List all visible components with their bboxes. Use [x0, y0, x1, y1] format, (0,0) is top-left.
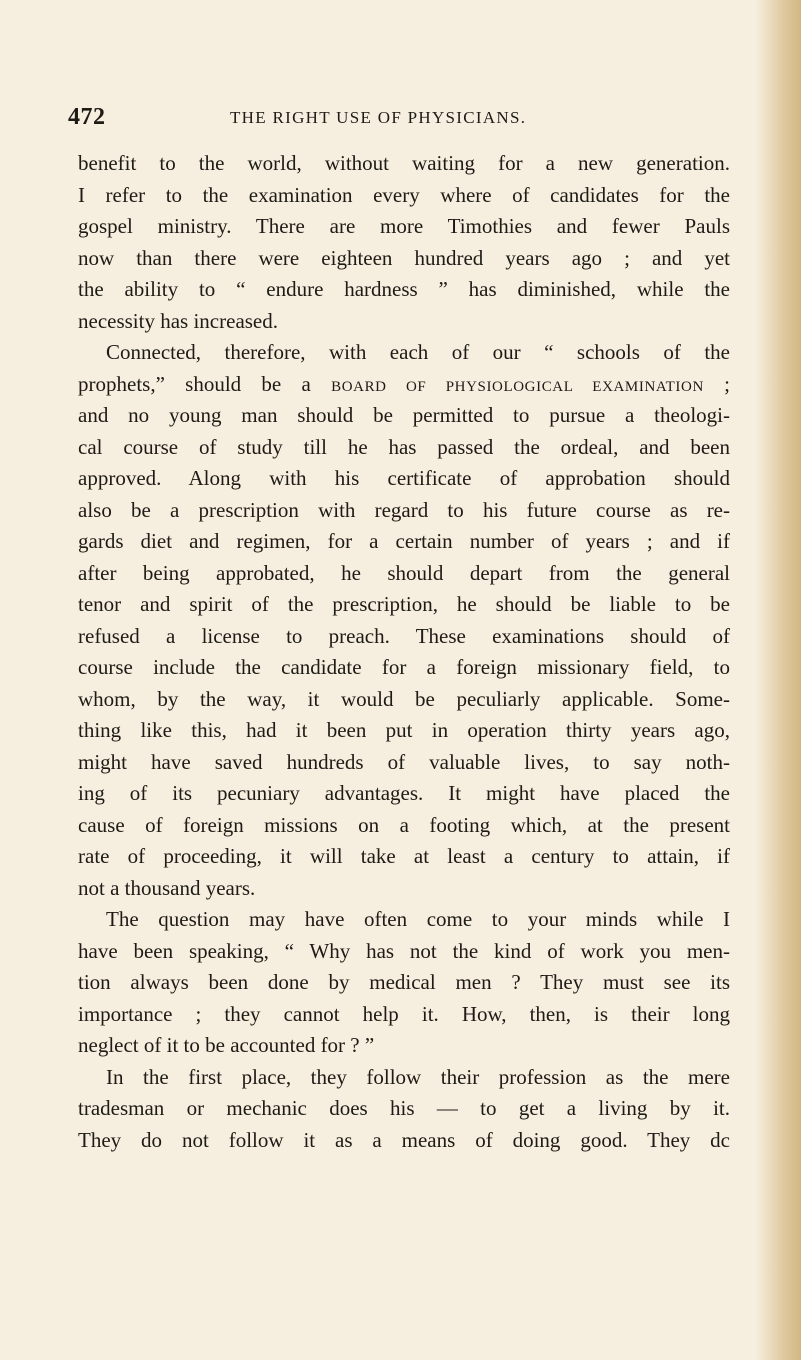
- text-line: benefit to the world, without waiting for a new generation.: [78, 151, 730, 175]
- text-line: and no young man should be permitted to pursue a theologi-: [78, 403, 730, 427]
- text-line: cause of foreign missions on a footing which, at the present: [78, 812, 730, 837]
- paragraph-start: The question may have often come to your minds while I: [106, 907, 730, 931]
- text-line: tradesman or mechanic does his — to get a living by it.: [78, 1096, 730, 1120]
- text-line: gospel ministry. There are more Timothies and fewer Pauls: [78, 214, 730, 238]
- running-head: THE RIGHT USE OF PHYSICIANS.: [230, 108, 527, 127]
- text-fragment: prophets,” should be a: [78, 371, 332, 396]
- text-fragment: ;: [703, 371, 730, 396]
- page-number: 472: [68, 104, 106, 130]
- small-caps-phrase: BOARD OF PHYSIOLOGICAL EXAMINATION: [331, 378, 704, 395]
- text-line: necessity has increased.: [78, 308, 279, 333]
- text-line: whom, by the way, it would be peculiarly applicable. Some-: [78, 686, 730, 711]
- page-edge-shadow: [755, 0, 801, 1360]
- text-line: rate of proceeding, it will take at least a century to attain, if: [78, 844, 730, 868]
- text-line: gards diet and regimen, for a certain number of years ; and if: [78, 529, 730, 553]
- text-line: tion always been done by medical men ? They must see its: [78, 970, 730, 994]
- body-text: [78, 148, 730, 1156]
- text-line: approved. Along with his certificate of approbation should: [78, 466, 730, 490]
- text-line: might have saved hundreds of valuable lives, to say noth-: [78, 749, 730, 774]
- text-line: refused a license to preach. These examinations should of: [78, 623, 730, 648]
- text-line: also be a prescription with regard to his future course as re-: [78, 497, 730, 522]
- text-line: now than there were eighteen hundred years ago ; and yet: [78, 245, 730, 270]
- text-line: after being approbated, he should depart from the general: [78, 560, 730, 585]
- text-line: tenor and spirit of the prescription, he should be liable to be: [78, 592, 730, 616]
- text-line: have been speaking, “ Why has not the kind of work you men-: [78, 938, 730, 963]
- text-line: cal course of study till he has passed the ordeal, and been: [78, 434, 730, 459]
- text-line: thing like this, had it been put in operation thirty years ago,: [78, 718, 730, 742]
- text-line: importance ; they cannot help it. How, then, is their long: [78, 1001, 730, 1026]
- paragraph-start: Connected, therefore, with each of our “ schools of the: [106, 340, 730, 364]
- text-line: They do not follow it as a means of doing good. They dc: [78, 1127, 730, 1152]
- text-line: I refer to the examination every where of candidates for the: [78, 182, 730, 207]
- page-header: [68, 104, 728, 134]
- text-line: course include the candidate for a foreign missionary field, to: [78, 655, 730, 679]
- text-line: not a thousand years.: [78, 875, 256, 900]
- paragraph-start: In the first place, they follow their profession as the mere: [106, 1064, 730, 1089]
- text-line: the ability to “ endure hardness ” has diminished, while the: [78, 277, 730, 301]
- text-line: ing of its pecuniary advantages. It might have placed the: [78, 781, 730, 805]
- text-line: [78, 369, 730, 401]
- text-line: neglect of it to be accounted for ? ”: [78, 1033, 375, 1057]
